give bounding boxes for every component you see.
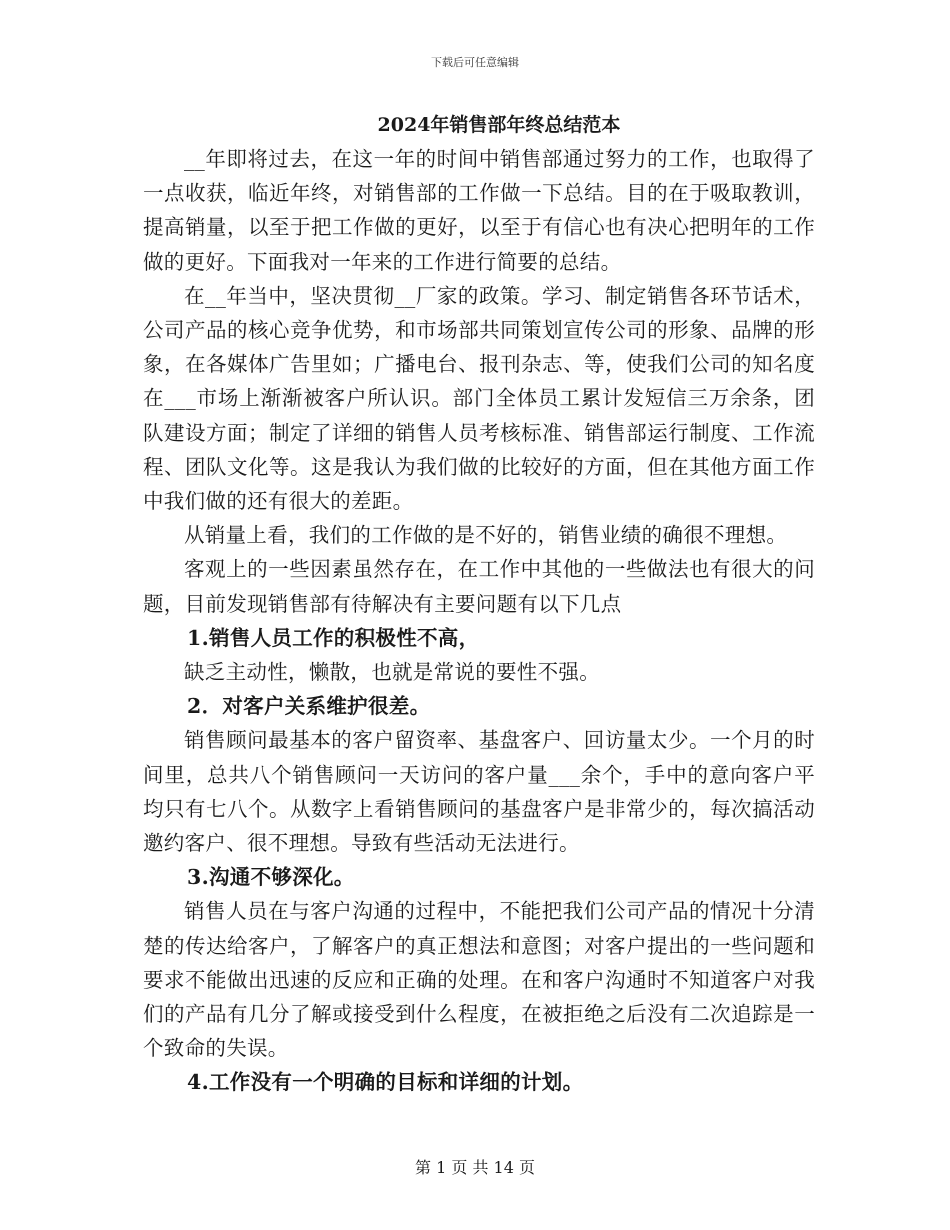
document-body: [143, 110, 815, 1100]
paragraph-achievements: 在__年当中，坚决贯彻__厂家的政策。学习、制定销售各环节话术，公司产品的核心竞争优势，和市场部共同策划宣传公司的形象、品牌的形象，在各媒体广告里如；广播电台、报刊杂志、等，使我们公司的知名度在___市场上渐渐被客户所认识。部门全体员工累计发短信三万余条，团队建设方面；制定了详细的销售人员考核标准、销售部运行制度、工作流程、团队文化等。这是我认为我们做的比较好的方面，但在其他方面工作中我们做的还有很大的差距。: [143, 283, 815, 514]
header-note: 下载后可任意编辑: [431, 56, 519, 69]
page-number: 第 1 页 共 14 页: [415, 1158, 535, 1177]
heading-problem-3: 3.沟通不够深化。: [187, 865, 355, 890]
heading-problem-2: 2．对客户关系维护很差。: [187, 694, 431, 719]
paragraph-problem-3: 销售人员在与客户沟通的过程中，不能把我们公司产品的情况十分清楚的传达给客户，了解客户的真正想法和意图；对客户提出的一些问题和要求不能做出迅速的反应和正确的处理。在和客户沟通时不知道客户对我们的产品有几分了解或接受到什么程度，在被拒绝之后没有二次追踪是一个致命的失误。: [143, 899, 815, 1061]
heading-problem-4: 4.工作没有一个明确的目标和详细的计划。: [187, 1070, 584, 1095]
paragraph-problem-2: 销售顾问最基本的客户留资率、基盘客户、回访量太少。一个月的时间里，总共八个销售顾问一天访问的客户量___余个，手中的意向客户平均只有七八个。从数字上看销售顾问的基盘客户是非常少的，每次搞活动邀约客户、很不理想。导致有些活动无法进行。: [143, 728, 815, 856]
paragraph-problem-1: 缺乏主动性，懒散，也就是常说的要性不强。: [184, 660, 600, 685]
paragraph-sales-volume: 从销量上看，我们的工作做的是不好的，销售业绩的确很不理想。: [184, 523, 788, 548]
heading-problem-1: 1.销售人员工作的积极性不高，: [187, 625, 480, 650]
document-title: 2024年销售部年终总结范本: [377, 114, 621, 136]
paragraph-intro: __年即将过去，在这一年的时间中销售部通过努力的工作，也取得了一点收获，临近年终，对销售部的工作做一下总结。目的在于吸取教训，提高销量，以至于把工作做的更好，以至于有信心也有决心把明年的工作做的更好。下面我对一年来的工作进行简要的总结。: [143, 147, 815, 274]
paragraph-problems-intro: 客观上的一些因素虽然存在，在工作中其他的一些做法也有很大的问题，目前发现销售部有待解决有主要问题有以下几点: [143, 557, 815, 616]
